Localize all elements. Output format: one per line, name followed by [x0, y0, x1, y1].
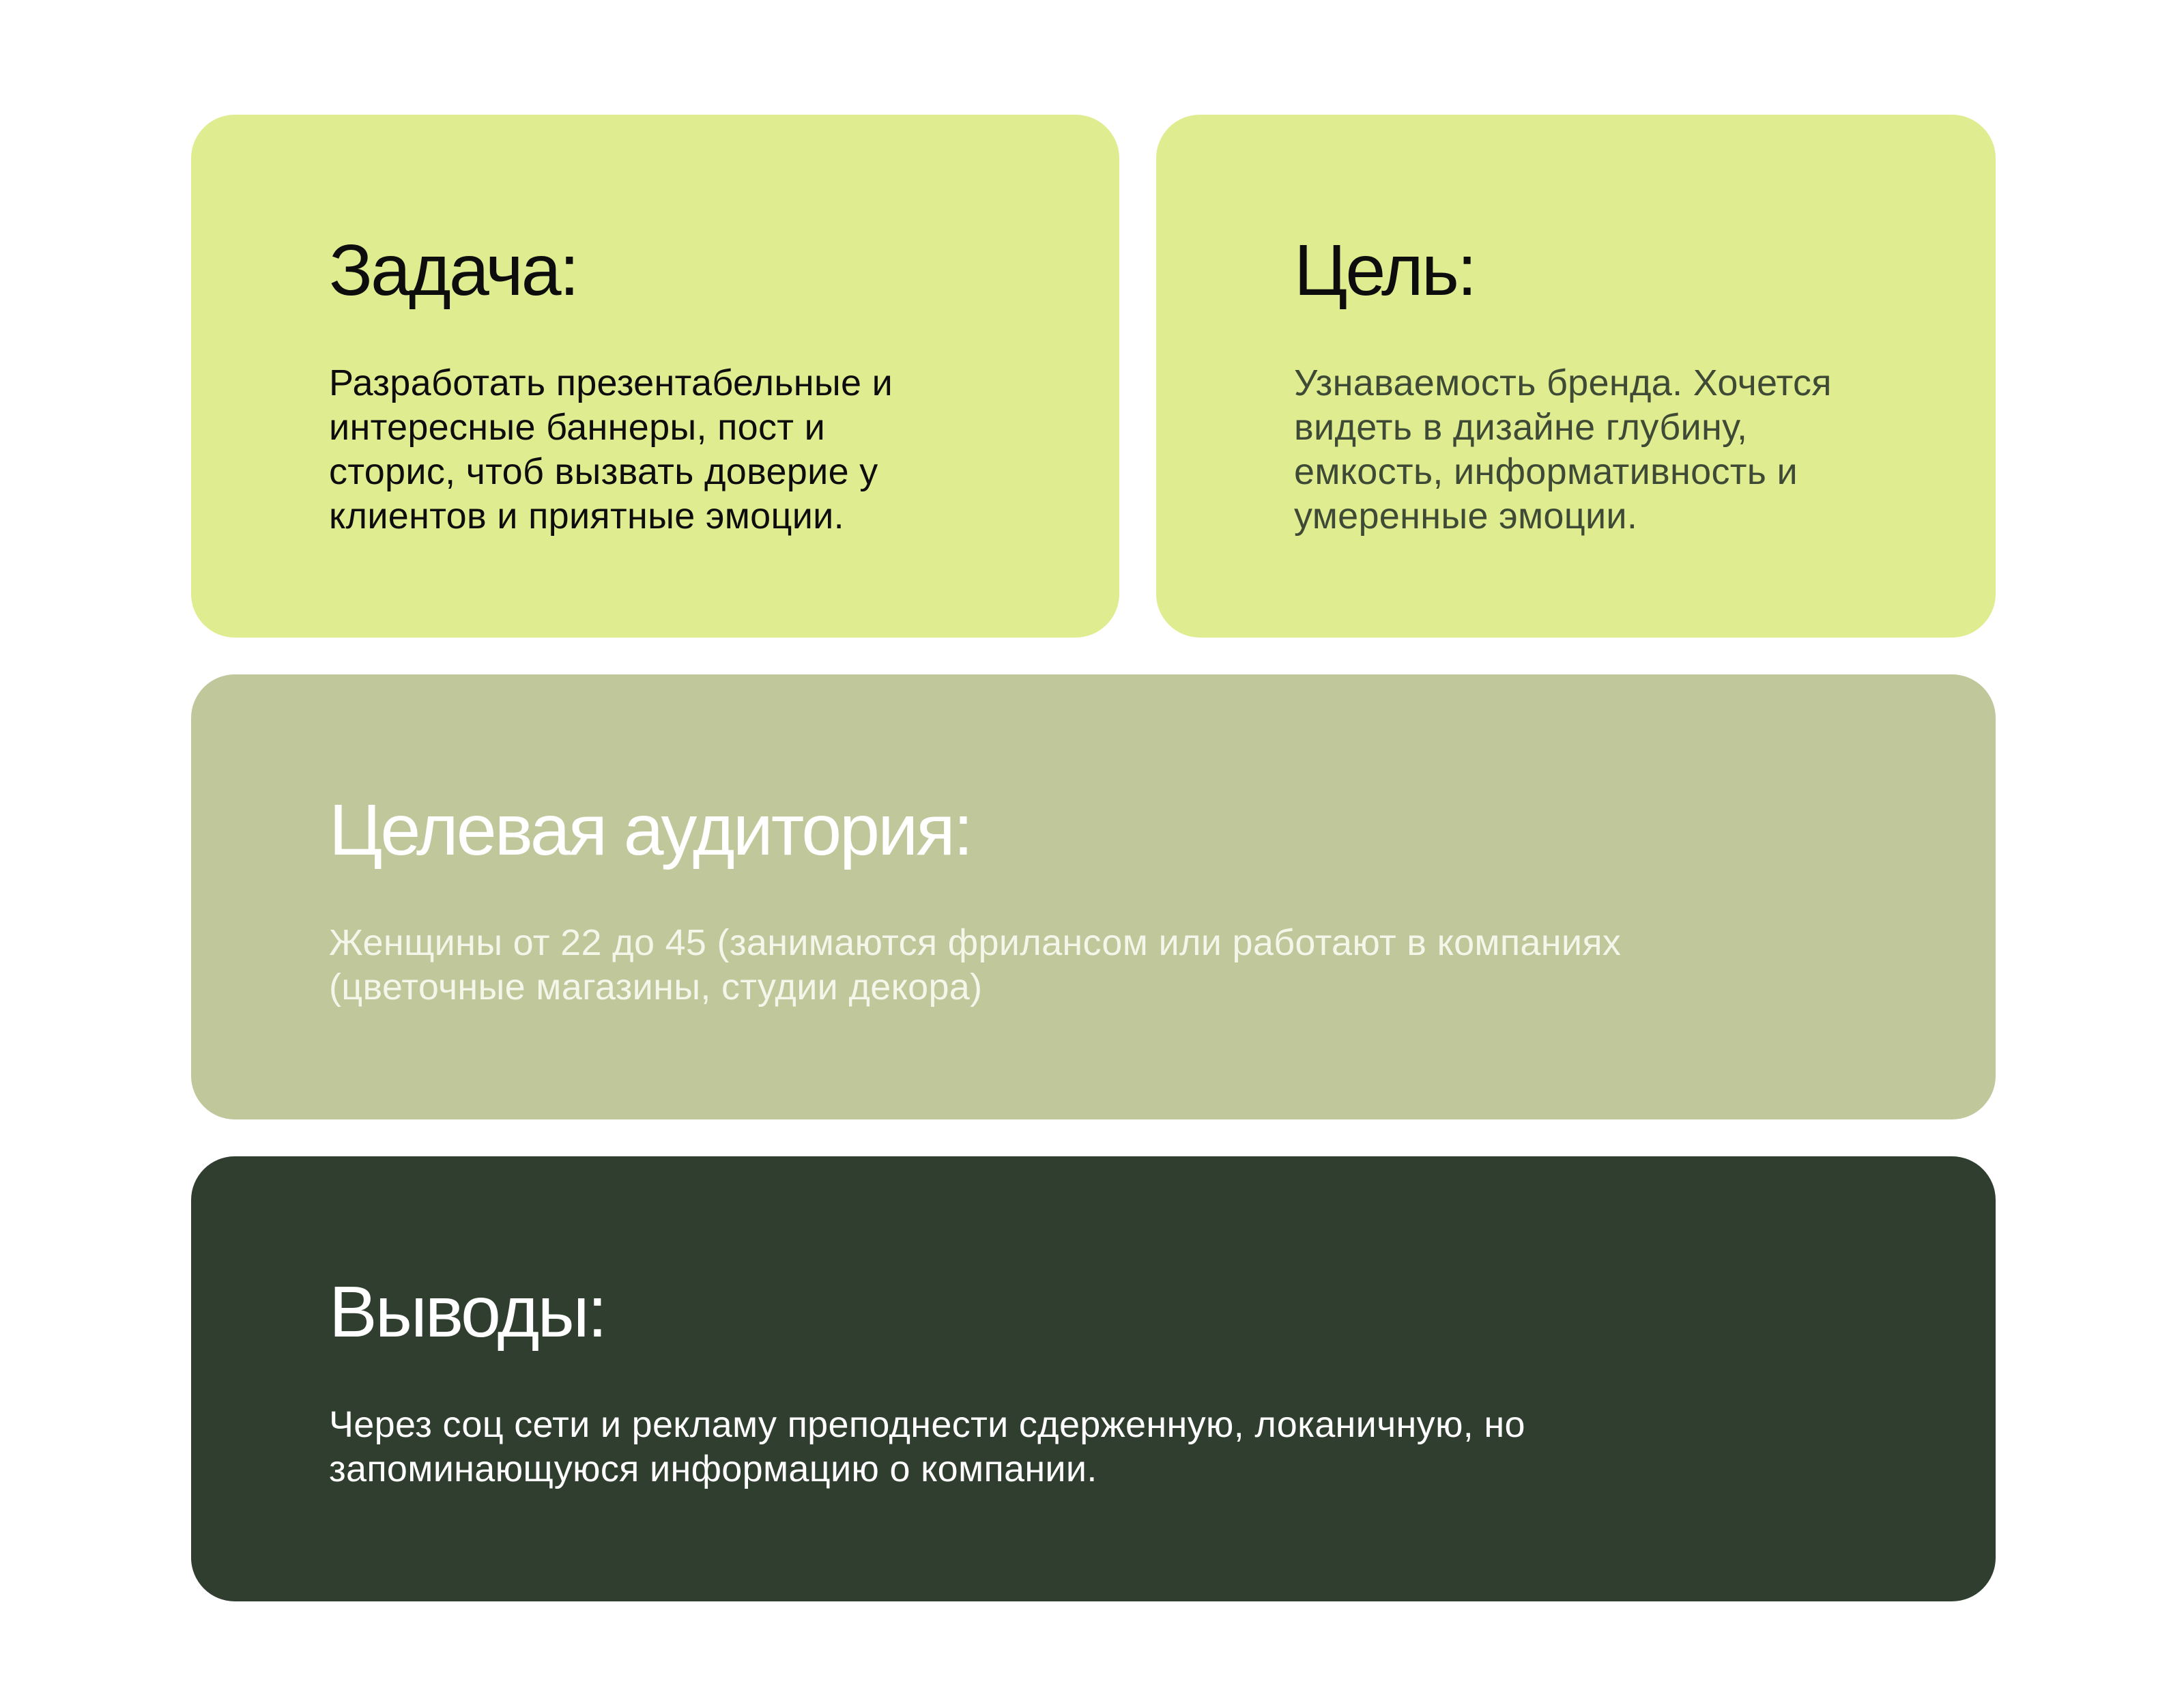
task-text: Разработать презентабельные и интересные баннеры, пост и сторис, чтоб вызвать доверие у клиентов и приятные эмоции.: [329, 362, 893, 537]
goal-text: Узнаваемость бренда. Хочется видеть в дизайне глубину, емкость, информативность и умеренные эмоции.: [1294, 362, 1832, 537]
conclusions-card: [191, 1156, 1996, 1601]
goal-card: [1156, 115, 1996, 638]
target-audience-card: [191, 674, 1996, 1119]
task-title: Задача:: [329, 230, 578, 311]
target-audience-text: Женщины от 22 до 45 (занимаются фрилансом или работают в компаниях (цветочные магазины, студии декора): [329, 922, 1622, 1008]
conclusions-title: Выводы:: [329, 1272, 606, 1352]
conclusions-text: Через соц сети и рекламу преподнести сдерженную, локаничную, но запоминающуюся информацию о компании.: [329, 1403, 1525, 1489]
task-card: [191, 115, 1119, 638]
goal-title: Цель:: [1294, 230, 1476, 311]
target-audience-title: Целевая аудитория:: [329, 790, 972, 870]
